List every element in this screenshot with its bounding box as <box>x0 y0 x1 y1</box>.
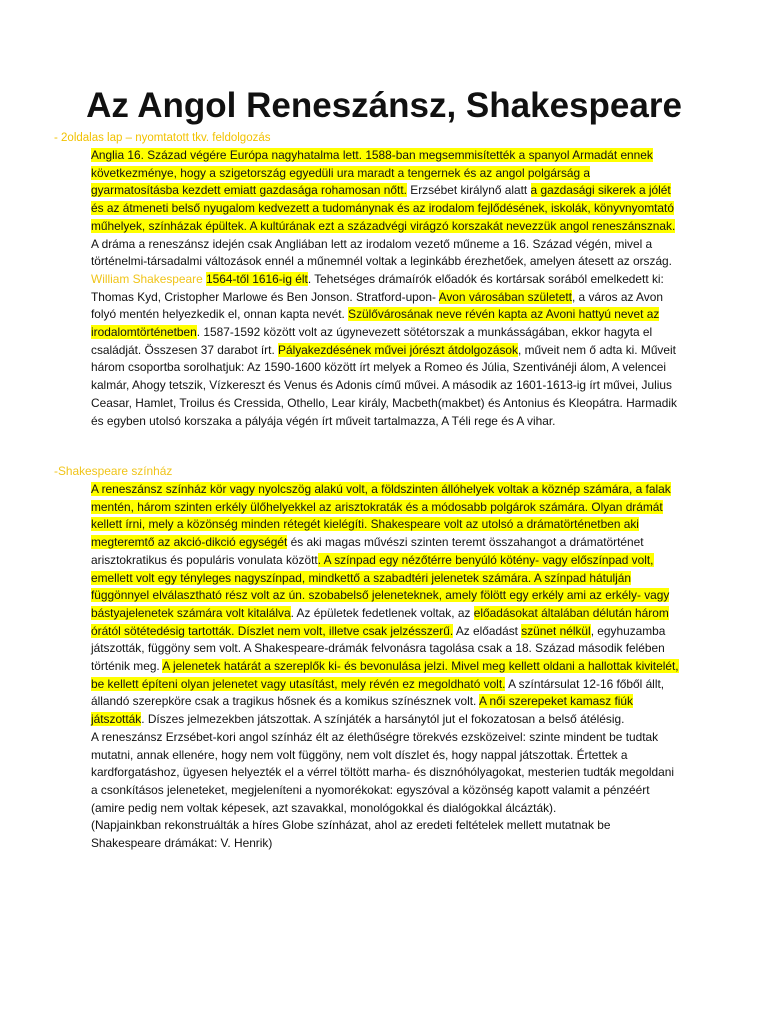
text-segment: Az előadást <box>453 623 522 638</box>
theatre-section <box>91 481 681 853</box>
highlighted-text: Pályakezdésének művei jórészt átdolgozások <box>278 342 518 357</box>
text-segment: Erzsébet királynő alatt <box>406 183 531 198</box>
text-segment: . Az épületek fedetlenek voltak, az <box>290 605 474 620</box>
highlighted-text: a gazdasági sikerek a jólét és az átmeneti belső nyugalom kedvezett a tudománynak és az irodalom fejlődésének, iskolák, könyvnyomtató műhelyek, színházak épültek. A kultúrának ezt a századvégi virágzó korszakát nevezzük angol reneszánsznak. <box>91 183 676 233</box>
highlighted-text: szünet <box>521 623 557 638</box>
highlighted-text: előadásokat általában délután három órától sötétedésig tartották. Díszlet nem volt, illetve csak jelzésszerű. <box>91 605 669 638</box>
highlighted-text: . A színpad egy nézőtérre benyúló kötény- vagy előszínpad volt, emellett volt egy tényleges nagyszínpad, mindkettő a szabadtéri jelenetek számára. A színpad hátulján függönnyel elválasztható rész volt az ún. szobabelső jeleneteknek, amely fölött egy erkély ami az erkély- vagy bástyajelenetek számára volt kitalálva <box>91 552 670 620</box>
highlighted-text: 1564-től 1616-ig élt <box>206 271 308 286</box>
section-label-theatre: -Shakespeare színház <box>54 464 173 478</box>
intro-section <box>91 147 681 430</box>
highlighted-text: . Shakespeare volt az utolsó a drámatörténetben aki megteremtő az akció-dikció egységét <box>91 517 639 550</box>
text-segment: A dráma a reneszánsz idején csak Angliában lett az irodalom vezető műneme a 16. Század végén, mivel a történelmi-társadalmi változások ennél a műnemnél voltak a leginkább érezhetőek, amelyen átesett az ország. <box>91 236 672 269</box>
highlighted-text: Anglia 16. Század végére Európa nagyhatalma lett. 1588-ban megsemmisítették a spanyol Armadát ennek következménye, hogy a szigetország egyedüli ura maradt a tengernek és az angol polgárság a gyarmatosításba kezdett emiatt gazdasága rohamosan nőtt. <box>91 148 653 198</box>
text-segment: A színtársulat 12-16 főből állt, állandó szerepköre csak a tragikus hősnek és a komikus színésznek volt. <box>91 676 665 709</box>
highlighted-text: nélkül <box>556 623 591 638</box>
highlighted-text: Szülővárosának neve révén kapta az Avoni hattyú nevet az irodalomtörténetben <box>91 307 660 340</box>
bio-paragraph <box>91 271 681 430</box>
text-segment: . Tehetséges drámaírók előadók és kortársak sorából emelkedett ki: Thomas Kyd, Cristopher Marlowe és Ben Jonson. Stratford-upon- <box>91 271 664 304</box>
text-segment: . 1587-1592 között volt az úgynevezett sötétorszak a munkásságában, ekkor hagyta el családját. Összesen 37 darabot írt. <box>91 325 653 357</box>
highlighted-text: A női szerepeket kamasz fiúk játszották <box>91 694 633 727</box>
highlighted-text: . Olyan drámát kellett írni, mely a közönség minden rétegét kielégíti <box>91 499 663 532</box>
text-segment: . Díszes jelmezekben játszottak. A színjáték a harsánytól jut el fokozatosan a belső átélésig. <box>141 712 625 727</box>
text-segment: és aki magas művészi szinten teremt összahangot a drámatörténet arisztokratikus és populáris vonulata között <box>91 535 644 567</box>
text-segment: William Shakespeare <box>91 271 206 286</box>
text-segment: , a város az Avon folyó mentén helyezkedik el, onnan kapta nevét. <box>91 289 663 322</box>
highlighted-text: A reneszánsz színház kör vagy nyolcszög alakú volt, a földszinten állóhelyek voltak a köznép számára, a falak mentén, három szinten erkély ülőhelyekkel az arisztokraták és a módosabb polgárok számára <box>91 482 671 514</box>
theatre-paragraph <box>91 481 681 729</box>
closing-paragraph-1: A reneszánsz Erzsébet-kori angol színház élt az élethűségre törekvés ezsközeivel: szinte mindent be tudtak mutatni, annak ellenére, hogy nem volt függöny, nem volt díszlet és, hogy nappal játszottak. Értettek a kardforgatáshoz, ügyesen helyezték el a vérrel töltött marha- és disznóhólyagokat, mesterien tudták megoldani a csonkításos jeleneteket, megjeleníteni a nyomorékokat: egyszóval a közönség kapott valamit a pénzéért (amire pedig nem voltak képesek, azt szavakkal, monológokkal és dialógokkal álcázták). <box>91 729 674 815</box>
closing-paragraph-2: (Napjainkban rekonstruálták a híres Globe színházat, ahol az eredeti feltételek mellett mutatnak be Shakespeare drámákat: V. Henrik) <box>91 818 611 851</box>
intro-paragraph <box>91 147 681 271</box>
text-segment: , egyhuzamba játszották, függöny sem volt. A Shakespeare-drámák felvonásra tagolása csak a 18. Század második felében történik meg. <box>91 623 666 674</box>
document-subtitle: - 2oldalas lap – nyomtatott tkv. feldolgozás <box>54 132 271 144</box>
highlighted-text: A jelenetek határát a szereplők ki- és bevonulása jelzi. Mivel meg kellett oldani a hallottak kivitelét, be kellett építeni olyan jelenetet vagy utasítást, mely révén ez megoldható volt. <box>91 659 679 691</box>
text-segment: , műveit nem ő adta ki. Műveit három csoportba sorolhatjuk: Az 1590-1600 között írt melyek a Romeo és Júlia, Szentivánéji álom, A velencei kalmár, Ahogy tetszik, Vízkereszt és Venus és Adonis című művei. A második az 1601-1613-ig írt művei, Julius Ceasar, Hamlet, Troilus és Cressida, Othello, Lear király, Macbeth(makbet) és Antonius és Kleopátra. Harmadik és egyben utolsó korszaka a pályája végén írt műveit tartalmazza, A Téli rege és A vihar. <box>91 342 677 428</box>
page-title: Az Angol Reneszánsz, Shakespeare <box>86 86 682 125</box>
highlighted-text: Avon városában született <box>438 289 572 304</box>
